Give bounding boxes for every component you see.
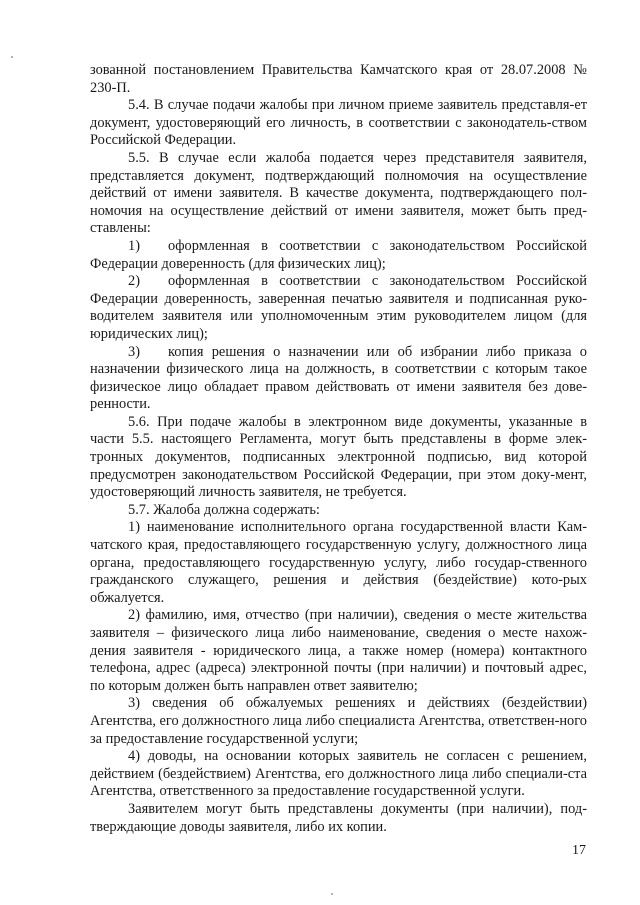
list-item-text: оформленная в соответствии с законодательством Российской Федерации доверенность, заверенная печатью заявителя и подписанная руко-водителем заявителя или уполномоченным этим руководителем лицом (для юридических лиц); (90, 273, 587, 342)
paragraph-5-7-item-3: 3) сведения об обжалуемых решениях и действиях (бездействии) Агентства, его должностного лица либо специалиста Агентства, ответствен-ного за предоставление государственной услуги; (90, 695, 587, 747)
paragraph-5-7-item-4: 4) доводы, на основании которых заявитель не согласен с решением, действием (бездействием) Агентства, его должностного лица либо специали-ста Агентства, ответственного за предоставление государственной услуги. (90, 748, 587, 800)
list-item (90, 344, 587, 414)
page-number: 17 (572, 843, 586, 858)
list-item-number: 2) (128, 273, 140, 290)
list-item-number: 3) (128, 343, 140, 360)
list-item-text: копия решения о назначении или об избрании либо приказа о назначении физического лица на должность, в соответствии с которым такое физическое лицо обладает правом действовать от имени заявителя без дове-ренности. (90, 343, 587, 413)
list-item (90, 273, 587, 343)
paragraph-5-5: 5.5. В случае если жалоба подается через представителя заявителя, представляется документ, подтверждающий полномочия на осуществление действий от имени заявителя. В качестве документа, подтверждающего пол-номочия на осуществление действий от имени заявителя, может быть пред-ставлены: (90, 149, 587, 237)
list-item (90, 238, 587, 273)
paragraph-5-7: 5.7. Жалоба должна содержать: (128, 501, 320, 518)
paragraph-5-7-item-1: 1) наименование исполнительного органа государственной власти Кам-чатского края, предоставляющего государственную услугу, должностного лица органа, предоставляющего государственную услугу, либо государ-ственного гражданского служащего, решения и действия (бездействие) кото-рых обжалуется. (90, 519, 587, 606)
scan-speck (331, 893, 333, 895)
paragraph-5-4: 5.4. В случае подачи жалобы при личном приеме заявитель представля-ет документ, удостоверяющий его личность, в соответствии с законодатель-ством Российской Федерации. (90, 97, 587, 149)
list-item-number: 1) (128, 237, 140, 254)
paragraph-5-6: 5.6. При подаче жалобы в электронном виде документы, указанные в части 5.5. настоящего Регламента, могут быть представлены в форме элек-тронных документов, подписанных электронной подписью, вид которой предусмотрен законодательством Российской Федерации, при этом доку-мент, удостоверяющий личность заявителя, не требуется. (90, 413, 587, 501)
paragraph-continuation: зованной постановлением Правительства Камчатского края от 28.07.2008 № 230-П. (90, 62, 587, 96)
list-item-text: оформленная в соответствии с законодательством Российской Федерации доверенность (для физических лиц); (90, 237, 587, 272)
scan-speck (11, 56, 13, 58)
paragraph-closing: Заявителем могут быть представлены документы (при наличии), под-тверждающие доводы заявителя, либо их копии. (90, 800, 587, 835)
paragraph-5-7-item-2: 2) фамилию, имя, отчество (при наличии), сведения о месте жительства заявителя – физического лица либо наименование, сведения о месте нахож-дения заявителя - юридического лица, а также номер (номера) контактного телефона, адрес (адреса) электронной почты (при наличии) и почтовый адрес, по которым должен быть направлен ответ заявителю; (90, 607, 587, 694)
document-body (90, 62, 587, 836)
